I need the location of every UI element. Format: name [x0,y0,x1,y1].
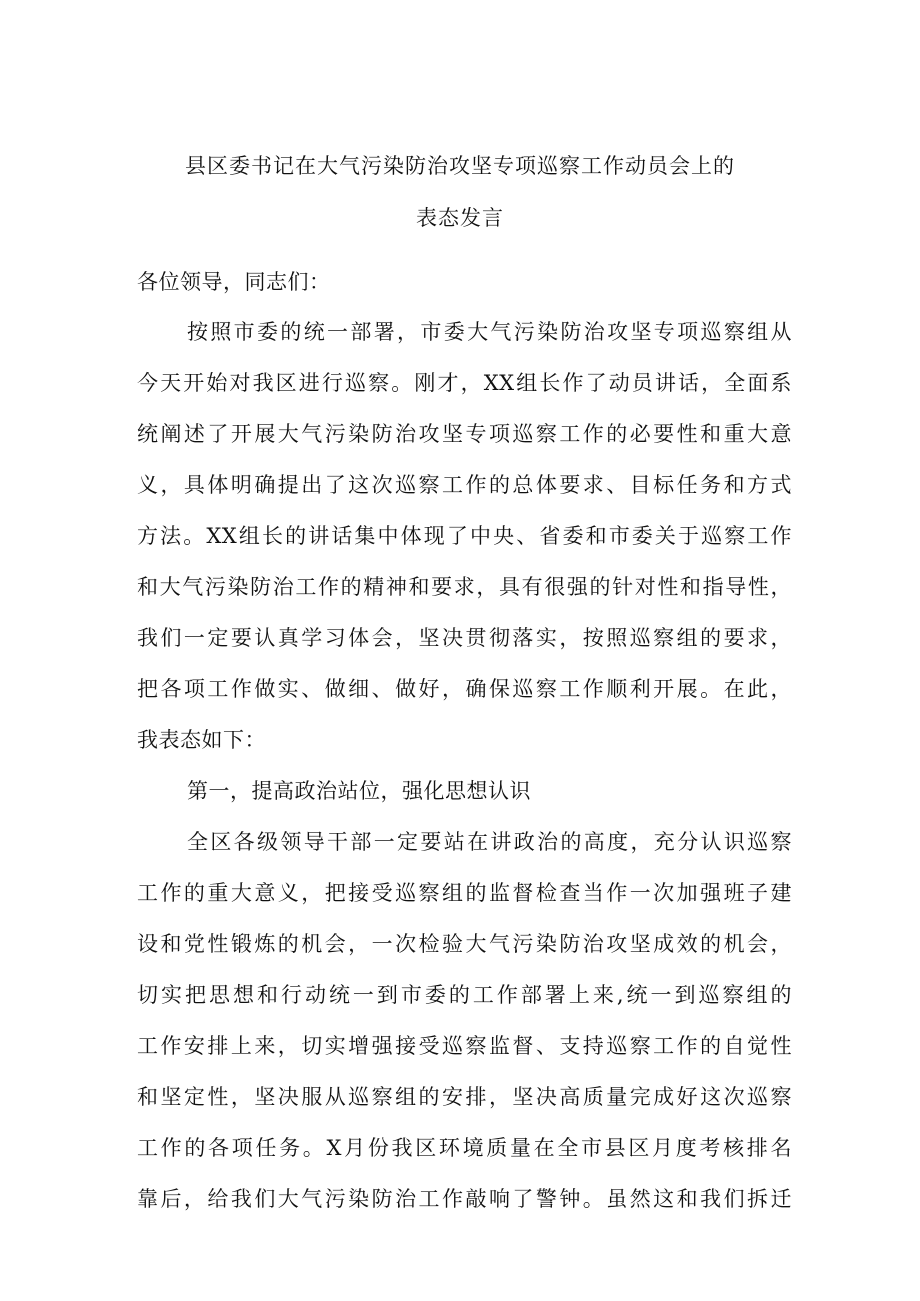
document-title-line-1: 县区委书记在大气污染防治攻坚专项巡察工作动员会上的 [185,154,735,178]
body-line: 工作的重大意义，把接受巡察组的监督检查当作一次加强班子建 [137,881,792,905]
body-line: 我表态如下： [137,728,266,752]
body-line: 工作的各项任务。X月份我区环境质量在全市县区月度考核排名 [137,1136,792,1160]
body-line: 把各项工作做实、做细、做好，确保巡察工作顺利开展。在此， [137,677,792,701]
body-line: 按照市委的统一部署，市委大气污染防治攻坚专项巡察组从 [187,320,792,344]
body-line: 今天开始对我区进行巡察。刚才，XX组长作了动员讲话，全面系 [137,371,792,395]
body-line: 和大气污染防治工作的精神和要求，具有很强的针对性和指导性， [137,575,792,599]
body-line: 全区各级领导干部一定要站在讲政治的高度，充分认识巡察 [187,830,792,854]
body-line: 靠后，给我们大气污染防治工作敲响了警钟。虽然这和我们拆迁 [137,1187,792,1211]
body-line: 工作安排上来，切实增强接受巡察监督、支持巡察工作的自觉性 [137,1034,792,1058]
document-title-line-2: 表态发言 [416,206,504,230]
body-line: 方法。XX组长的讲话集中体现了中央、省委和市委关于巡察工作 [137,524,792,548]
section-heading: 第一，提高政治站位，强化思想认识 [187,779,531,803]
body-line: 我们一定要认真学习体会，坚决贯彻落实，按照巡察组的要求， [137,626,792,650]
salutation: 各位领导，同志们： [137,270,331,294]
body-line: 和坚定性，坚决服从巡察组的安排，坚决高质量完成好这次巡察 [137,1085,792,1109]
body-line: 统阐述了开展大气污染防治攻坚专项巡察工作的必要性和重大意 [137,422,792,446]
body-line: 设和党性锻炼的机会，一次检验大气污染防治攻坚成效的机会， [137,932,792,956]
body-line: 切实把思想和行动统一到市委的工作部署上来,统一到巡察组的 [137,983,792,1007]
body-line: 义，具体明确提出了这次巡察工作的总体要求、目标任务和方式 [137,473,792,497]
